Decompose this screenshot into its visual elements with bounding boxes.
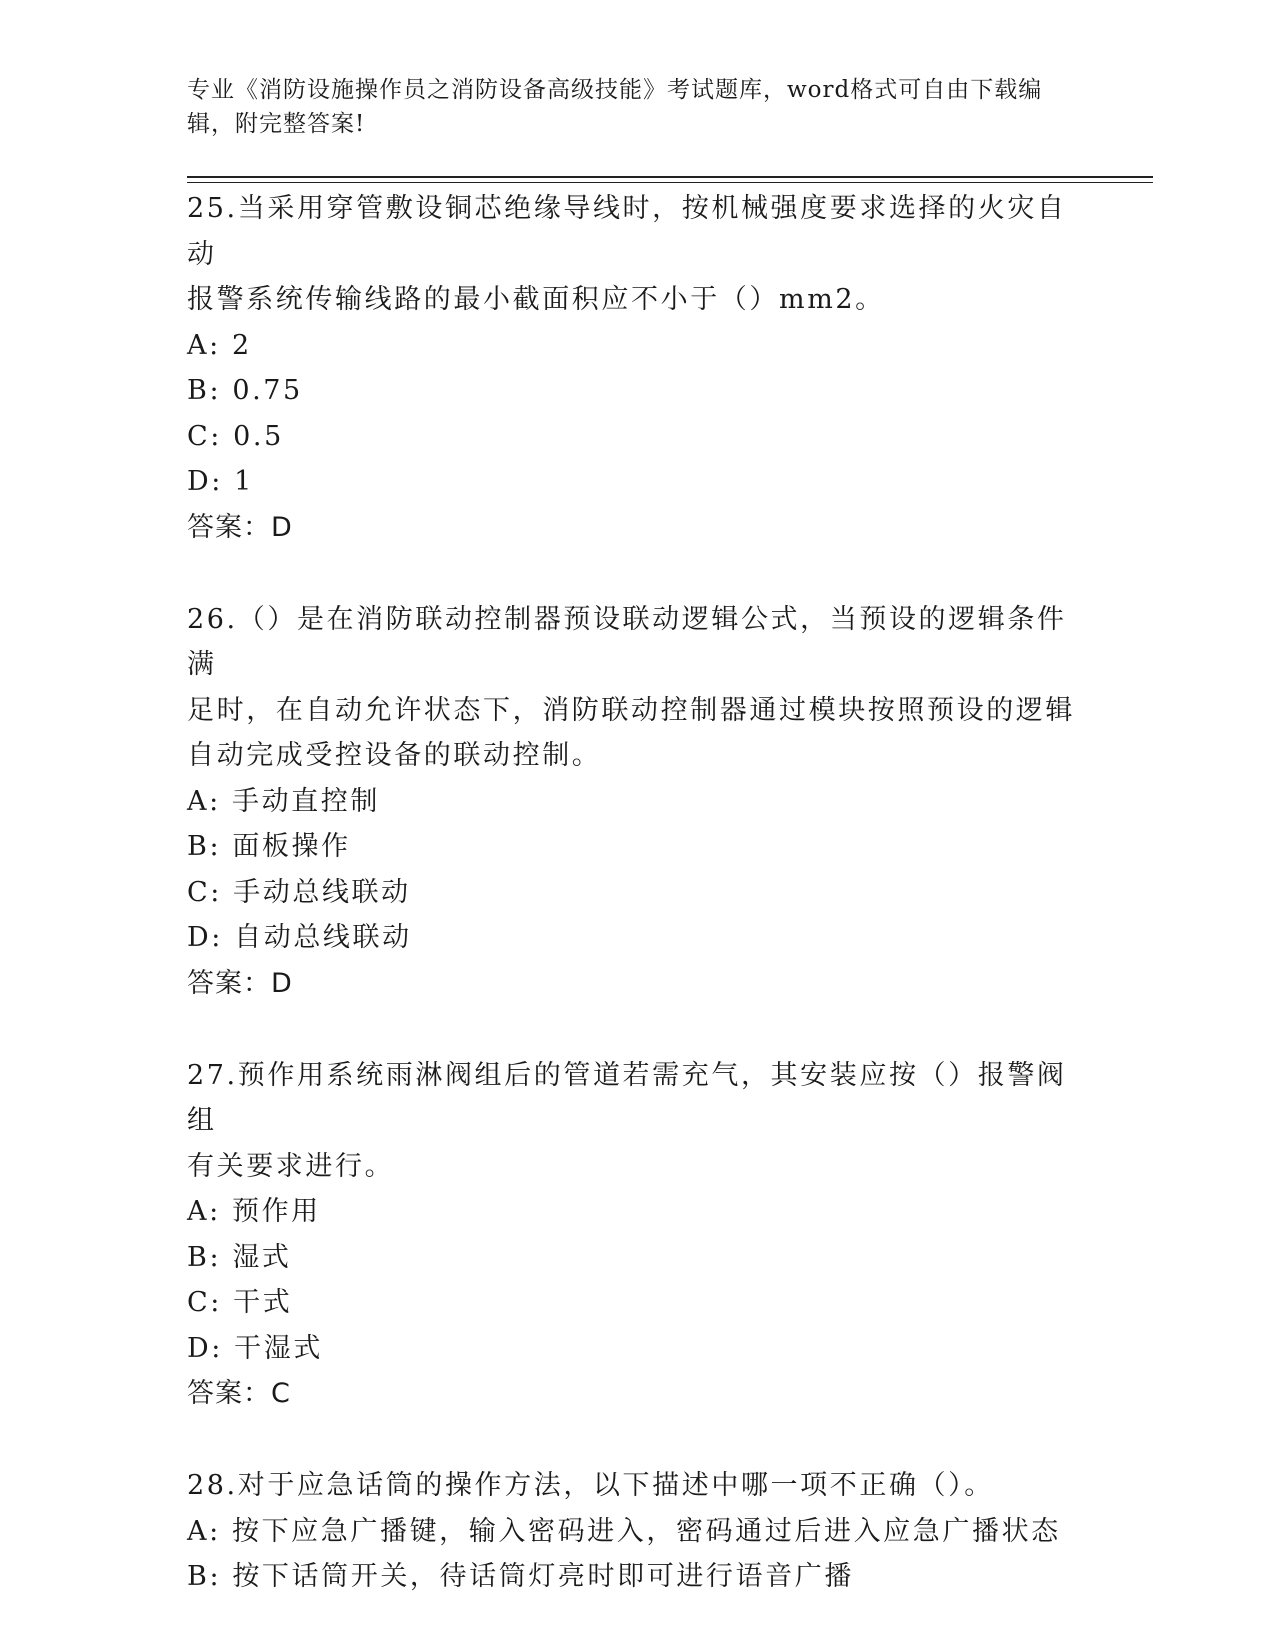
question-27: [187, 1053, 1087, 1417]
option-a: A: 按下应急广播键，输入密码进入，密码通过后进入应急广播状态: [187, 1515, 1061, 1547]
question-stem-line: 报警系统传输线路的最小截面积应不小于（）mm2。: [187, 284, 885, 315]
answer-label: 答案：D: [187, 967, 293, 999]
option-a: A: 手动直控制: [187, 785, 380, 817]
option-a: A: 2: [187, 329, 252, 361]
question-stem-line: 26.（）是在消防联动控制器预设联动逻辑公式，当预设的逻辑条件满: [187, 603, 1067, 680]
option-b: B: 湿式: [187, 1241, 292, 1273]
question-stem-line: 25.当采用穿管敷设铜芯绝缘导线时，按机械强度要求选择的火灾自动: [187, 193, 1067, 270]
header-line-2: 辑，附完整答案!: [187, 111, 366, 137]
header-divider-thick: [187, 176, 1153, 178]
question-list: [187, 186, 1087, 1600]
option-c: C: 干式: [187, 1287, 293, 1318]
option-d: D: 干湿式: [187, 1332, 323, 1364]
question-stem-line: 27.预作用系统雨淋阀组后的管道若需充气，其安装应按（）报警阀组: [187, 1059, 1067, 1136]
answer-label: 答案：D: [187, 511, 293, 543]
question-stem-line: 足时，在自动允许状态下，消防联动控制器通过模块按照预设的逻辑: [187, 694, 1075, 726]
option-c: C: 手动总线联动: [187, 876, 411, 908]
question-26: [187, 597, 1087, 1006]
option-c: C: 0.5: [187, 420, 284, 452]
question-stem-line: 有关要求进行。: [187, 1150, 395, 1182]
option-d: D: 自动总线联动: [187, 922, 412, 953]
question-stem-line: 28.对于应急话筒的操作方法，以下描述中哪一项不正确（）。: [187, 1470, 994, 1501]
option-a: A: 预作用: [187, 1196, 321, 1227]
option-d: D: 1: [187, 466, 254, 497]
question-28: [187, 1463, 1087, 1600]
question-stem-line: 自动完成受控设备的联动控制。: [187, 740, 602, 771]
question-25: [187, 186, 1087, 550]
option-b: B: 0.75: [187, 375, 303, 406]
header-divider-thin: [187, 182, 1153, 183]
header-line-1: 专业《消防设施操作员之消防设备高级技能》考试题库，word格式可自由下载编: [187, 77, 1043, 103]
option-b: B: 面板操作: [187, 831, 351, 862]
document-header: [187, 73, 1067, 141]
answer-label: 答案：C: [187, 1378, 291, 1409]
option-b: B: 按下话筒开关，待话筒灯亮时即可进行语音广播: [187, 1561, 854, 1592]
